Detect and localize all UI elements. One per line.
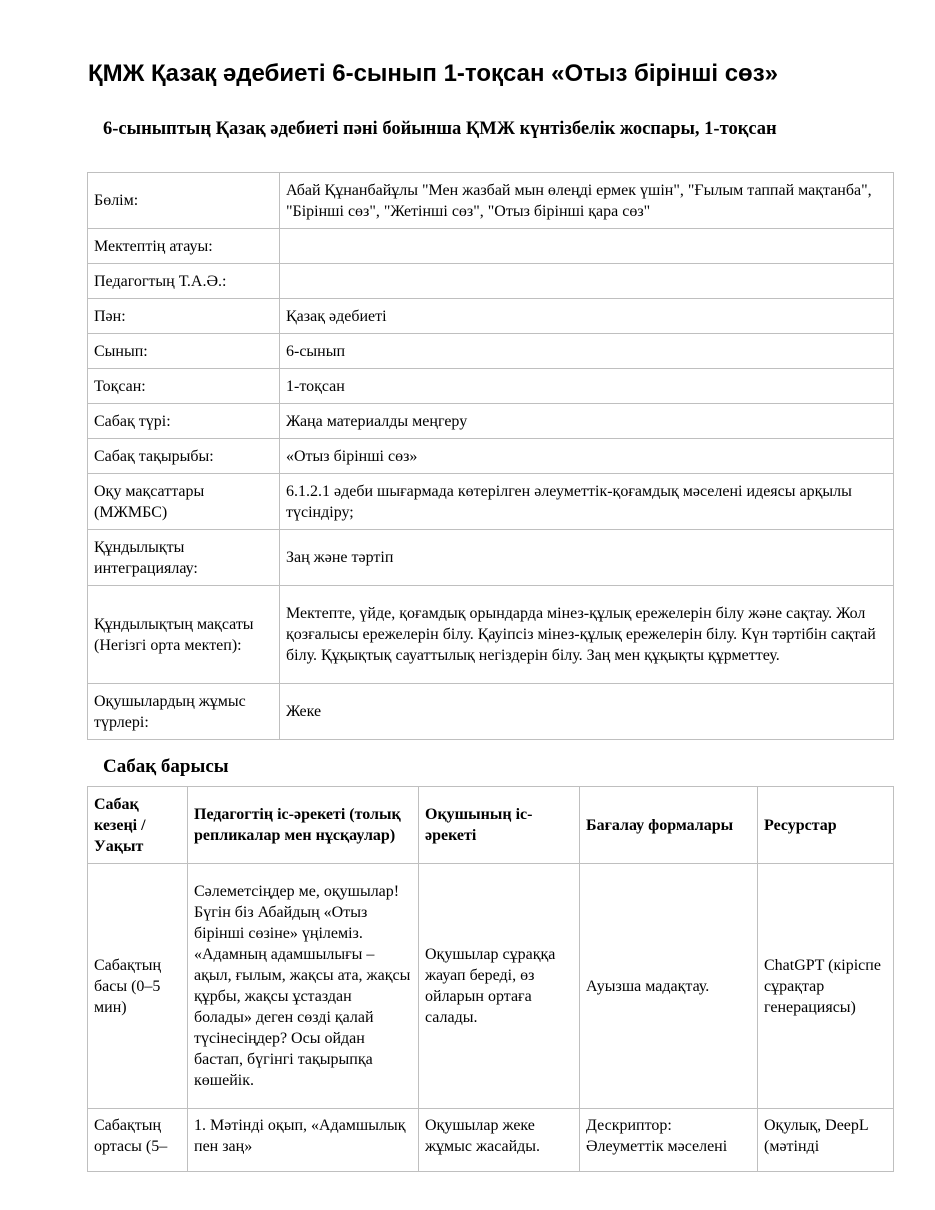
info-row-lesson-type <box>88 404 894 439</box>
cell-student-activity: Оқушылар сұраққа жауап береді, өз ойларын ортаға салады. <box>419 864 580 1109</box>
info-value: 6.1.2.1 әдеби шығармада көтерілген әлеуметтік-қоғамдық мәселені идеясы арқылы түсіндіру; <box>280 474 894 530</box>
column-header-stage: Сабақ кезеңі / Уақыт <box>88 787 188 864</box>
info-value: «Отыз бірінші сөз» <box>280 439 894 474</box>
info-row-work-types <box>88 684 894 740</box>
cell-resources: ChatGPT (кіріспе сұрақтар генерациясы) <box>758 864 894 1109</box>
info-label: Пән: <box>88 299 280 334</box>
info-label: Сабақ тақырыбы: <box>88 439 280 474</box>
info-label: Бөлім: <box>88 173 280 229</box>
cell-stage: Сабақтың басы (0–5 мин) <box>88 864 188 1109</box>
cell-assessment: Ауызша мадақтау. <box>580 864 758 1109</box>
info-value: Жеке <box>280 684 894 740</box>
cell-teacher-activity: Сәлеметсіңдер ме, оқушылар! Бүгін біз Абайдың «Отыз бірінші сөзіне» үңілеміз. «Адамның адамшылығы – ақыл, ғылым, жақсы ата, жақсы құрбы, жақсы ұстаздан болады» деген сөзді қалай түсінесіңдер? Осы ойдан бастап, бүгінгі тақырыпқа көшейік. <box>188 864 419 1109</box>
column-header-resources: Ресурстар <box>758 787 894 864</box>
document-subtitle: 6-сыныптың Қазақ әдебиеті пәні бойынша ҚМЖ күнтізбелік жоспары, 1-тоқсан <box>103 119 777 139</box>
lesson-progress-table <box>87 786 894 1172</box>
info-value: 6-сынып <box>280 334 894 369</box>
info-value: Мектепте, үйде, қоғамдық орындарда мінез-құлық ережелерін білу және сақтау. Жол қозғалысы ережелерін білу. Қауіпсіз мінез-құлық ережелерін білу. Күн тәртібін сақтай білу. Құқықтық сауаттылық негіздерін білу. Заң мен құқықты құрметтеу. <box>280 586 894 684</box>
info-value: Абай Құнанбайұлы "Мен жазбай мын өлеңді ермек үшін", "Ғылым таппай мақтанба", "Бірінші сөз", "Жетінші сөз", "Отыз бірінші қара сөз" <box>280 173 894 229</box>
info-value: Заң және тәртіп <box>280 530 894 586</box>
cell-teacher-activity: 1. Мәтінді оқып, «Адамшылық пен заң» <box>188 1109 419 1172</box>
cell-resources: Оқулық, DeepL (мәтінді <box>758 1109 894 1172</box>
info-row-teacher <box>88 264 894 299</box>
table-row <box>88 864 894 1109</box>
info-label: Сынып: <box>88 334 280 369</box>
info-value: 1-тоқсан <box>280 369 894 404</box>
info-row-value-goal <box>88 586 894 684</box>
info-label: Тоқсан: <box>88 369 280 404</box>
info-value: Қазақ әдебиеті <box>280 299 894 334</box>
table-row <box>88 1109 894 1172</box>
info-label: Оқушылардың жұмыс түрлері: <box>88 684 280 740</box>
info-row-subject <box>88 299 894 334</box>
info-row-school <box>88 229 894 264</box>
column-header-student-activity: Оқушының іс-әрекеті <box>419 787 580 864</box>
info-label: Сабақ түрі: <box>88 404 280 439</box>
cell-student-activity: Оқушылар жеке жұмыс жасайды. <box>419 1109 580 1172</box>
info-row-quarter <box>88 369 894 404</box>
info-value: Жаңа материалды меңгеру <box>280 404 894 439</box>
info-value <box>280 264 894 299</box>
info-row-grade <box>88 334 894 369</box>
column-header-assessment: Бағалау формалары <box>580 787 758 864</box>
lesson-info-table <box>87 172 894 740</box>
info-label: Құндылықты интеграциялау: <box>88 530 280 586</box>
info-label: Педагогтың Т.А.Ә.: <box>88 264 280 299</box>
info-row-value-integration <box>88 530 894 586</box>
page-title: ҚМЖ Қазақ әдебиеті 6-сынып 1-тоқсан «Отыз бірінші сөз» <box>88 60 778 87</box>
info-value <box>280 229 894 264</box>
info-label: Оқу мақсаттары (МЖМБС) <box>88 474 280 530</box>
cell-stage: Сабақтың ортасы (5– <box>88 1109 188 1172</box>
info-row-lesson-topic <box>88 439 894 474</box>
info-row-learning-goals <box>88 474 894 530</box>
lesson-progress-heading: Сабақ барысы <box>103 756 229 777</box>
info-label: Құндылықтың мақсаты (Негізгі орта мектеп): <box>88 586 280 684</box>
info-label: Мектептің атауы: <box>88 229 280 264</box>
column-header-teacher-activity: Педагогтің іс-әрекеті (толық репликалар мен нұсқаулар) <box>188 787 419 864</box>
cell-assessment: Дескриптор: Әлеуметтік мәселені <box>580 1109 758 1172</box>
lesson-header-row <box>88 787 894 864</box>
info-row-section <box>88 173 894 229</box>
